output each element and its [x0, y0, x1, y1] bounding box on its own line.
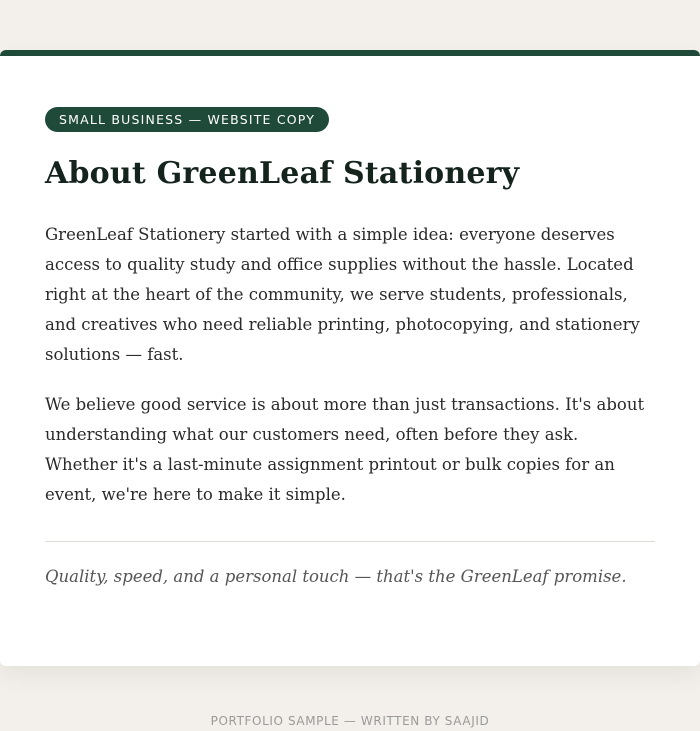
page-title: About GreenLeaf Stationery: [45, 156, 520, 191]
tagline: Quality, speed, and a personal touch — that's the GreenLeaf promise.: [45, 567, 627, 586]
about-card: [0, 50, 700, 666]
footer-credit: PORTFOLIO SAMPLE — WRITTEN BY SAAJID: [210, 714, 490, 728]
category-badge: SMALL BUSINESS — WEBSITE COPY: [45, 107, 329, 132]
values-paragraph: We believe good service is about more than just transactions. It's about understanding what our customers need, often before they ask. Whether it's a last-minute assignment printout or bulk copies for an event, we're here to make it simple.: [45, 395, 645, 504]
divider: [45, 541, 655, 542]
intro-paragraph: GreenLeaf Stationery started with a simple idea: everyone deserves access to quality study and office supplies without the hassle. Located right at the heart of the community, we serve students, professionals, and creatives who need reliable printing, photocopying, and stationery solutions — fast.: [45, 225, 640, 364]
